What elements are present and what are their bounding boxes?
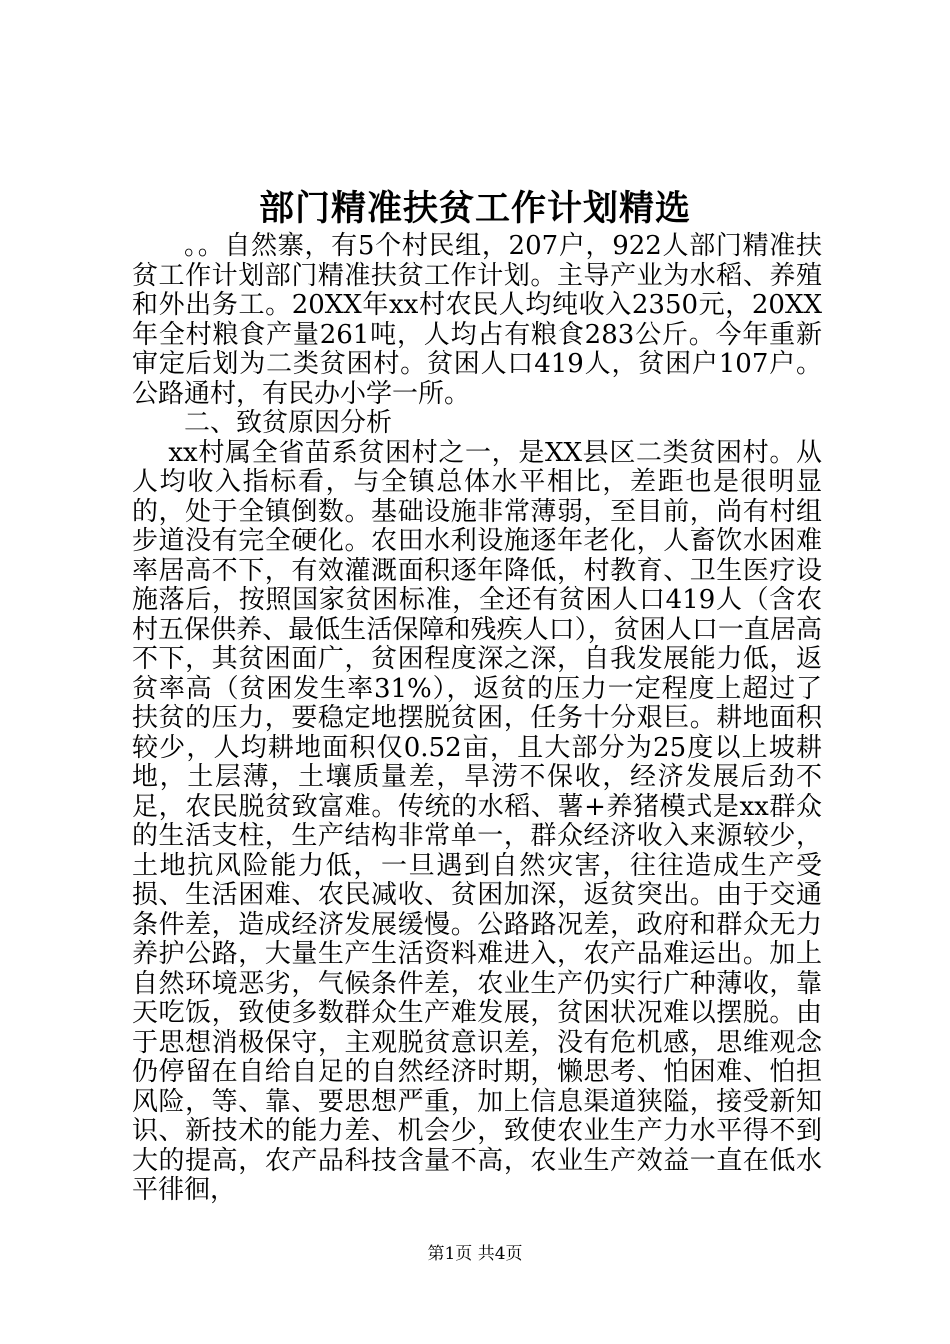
paragraph-village-overview: 。。自然寨，有5个村民组，207户，922人部门精准扶贫工作计划部门精准扶贫工作计划。主导产业为水稻、养殖和外出务工。20XX年xx村农民人均纯收入2350元，20XX年全村粮食产量261吨，人均占有粮食283公斤。今年重新审定后划为二类贫困村。贫困人口419人，贫困户107户。公路通村，有民办小学一所。	[132, 231, 822, 409]
paragraph-poverty-analysis: xx村属全省苗系贫困村之一，是XX县区二类贫困村。从人均收入指标看，与全镇总体水平相比，差距也是很明显的，处于全镇倒数。基础设施非常薄弱，至目前，尚有村组步道没有完全硬化。农田水利设施逐年老化，人畜饮水困难率居高不下，有效灌溉面积逐年降低，村教育、卫生医疗设施落后，按照国家贫困标准，全还有贫困人口419人（含农村五保供养、最低生活保障和残疾人口），贫困人口一直居高不下，其贫困面广，贫困程度深之深，自我发展能力低，返贫率高（贫困发生率31%），返贫的压力一定程度上超过了扶贫的压力，要稳定地摆脱贫困，任务十分艰巨。耕地面积较少，人均耕地面积仅0.52亩，且大部分为25度以上坡耕地，土层薄，土壤质量差，旱涝不保收，经济发展后劲不足，农民脱贫致富难。传统的水稻、薯+养猪模式是xx群众的生活支柱，生产结构非常单一，群众经济收入来源较少，土地抗风险能力低，一旦遇到自然灾害，往往造成生产受损、生活困难、农民减收、贫困加深，返贫突出。由于交通条件差，造成经济发展缓慢。公路路况差，政府和群众无力养护公路，大量生产生活资料难进入，农产品难运出。加上自然环境恶劣，气候条件差，农业生产仍实行广种薄收，靠天吃饭，致使多数群众生产难发展，贫困状况难以摆脱。由于思想消极保守，主观脱贫意识差，没有危机感，思维观念仍停留在自给自足的自然经济时期，懒思考、怕困难、怕担风险，等、靠、要思想严重，加上信息渠道狭隘，接受新知识、新技术的能力差、机会少，致使农业生产力水平得不到大的提高，农产品科技含量不高，农业生产效益一直在低水平徘徊，	[132, 437, 822, 1205]
document-body	[132, 232, 822, 1206]
section-heading-poverty-causes: 二、致贫原因分析	[184, 408, 393, 438]
page-number-footer: 第1页 共4页	[427, 1244, 523, 1264]
document-title: 部门精准扶贫工作计划精选	[258, 188, 691, 229]
